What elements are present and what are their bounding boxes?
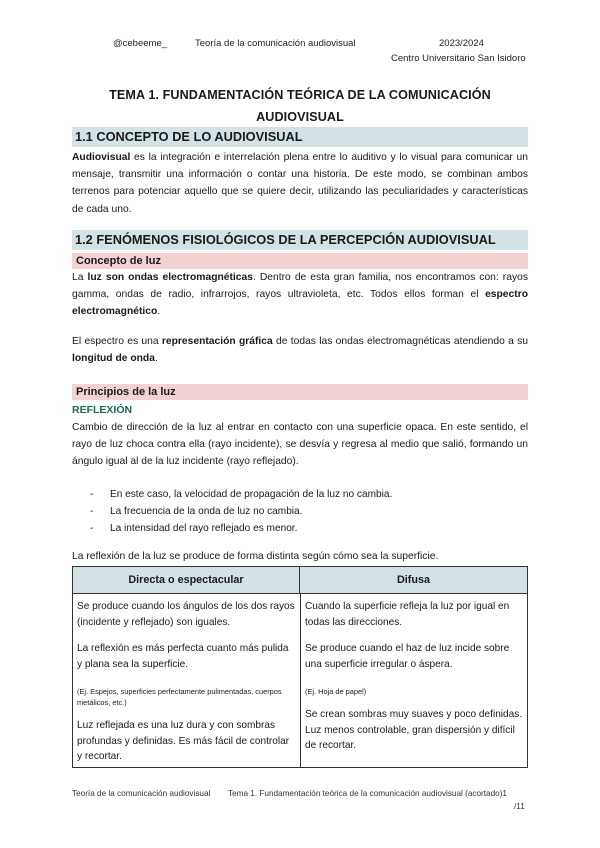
reflexion-paragraph: Cambio de dirección de la luz al entrar en contacto con una superficie opaca. En este sentido, el rayo de luz choca contra ella (rayo incidente), se desvía y regresa al medio que salió, formando un ángulo igual al de la luz incidente (rayo reflejado). <box>72 422 528 468</box>
footer-subject: Teoría de la comunicación audiovisual <box>72 789 211 798</box>
table-cell: Cuando la superficie refleja la luz por igual en todas las direcciones. <box>305 601 510 628</box>
espectro-paragraph <box>72 333 528 367</box>
text-run: El espectro es una <box>72 336 162 347</box>
header-year: 2023/2024 <box>439 38 484 49</box>
table-cell: La reflexión es más perfecta cuanto más pulida y plana sea la superficie. <box>77 643 289 670</box>
text-run: . Dentro de esta gran familia, nos encontramos con: rayos gamma, ondas de radio, infrarrojos, rayos ultravioleta, etc. Todos ellos forman el <box>72 272 528 301</box>
bold-run: luz son ondas electromagnéticas <box>87 272 253 283</box>
footer-page: /11 <box>514 802 525 811</box>
bold-run: espectro electromagnético <box>72 289 528 318</box>
text-run: de todas las ondas electromagnéticas atendiendo a su <box>272 336 529 347</box>
audiovisual-definition <box>72 149 528 218</box>
table-cell: (Ej. Espejos, superficies perfectamente pulimentadas, cuerpos metálicos, etc.) <box>77 687 282 707</box>
header-center: Centro Universitario San Isidoro <box>391 53 526 64</box>
reflection-table <box>72 566 528 768</box>
section-heading-fenomenos: 1.2 FENÓMENOS FISIOLÓGICOS DE LA PERCEPCIÓN AUDIOVISUAL <box>72 230 528 250</box>
footer-topic: Tema 1. Fundamentación teórica de la comunicación audiovisual (acortado)1 <box>228 789 507 798</box>
text-run: . <box>154 353 158 365</box>
text-run: . <box>157 306 161 318</box>
table-cell: Luz reflejada es una luz dura y con sombras profundas y definidas. Es más fácil de controlar y recortar. <box>77 720 290 763</box>
title-line-2: AUDIOVISUAL <box>256 110 344 124</box>
subheading-principios-luz: Principios de la luz <box>72 384 528 400</box>
section-heading-concepto: 1.1 CONCEPTO DE LO AUDIOVISUAL <box>72 127 528 147</box>
bold-run: longitud de onda <box>72 353 155 365</box>
audiovisual-text: es la integración e interrelación plena entre lo auditivo y lo visual para comunicar un mensaje, transmitir una información o contar una historia. De este modo, se combinan ambos terrenos para potenciar aquello que se quiere decir, utilizando las peculiaridades y características de cada uno. <box>72 152 528 215</box>
list-item: - En este caso, la velocidad de propagación de la luz no cambia. <box>90 486 510 503</box>
audiovisual-term: Audiovisual <box>72 152 131 163</box>
table-intro: La reflexión de la luz se produce de forma distinta según cómo sea la superficie. <box>72 551 439 562</box>
table-cell: Se produce cuando el haz de luz incide sobre una superficie irregular o áspera. <box>305 643 510 670</box>
reflexion-heading: REFLEXIÓN <box>72 404 133 416</box>
table-header-difusa: Difusa <box>300 567 527 594</box>
header-author: @cebeeme_ <box>113 38 168 49</box>
header-subject: Teoría de la comunicación audiovisual <box>195 38 356 49</box>
table-cell: Se produce cuando los ángulos de los dos rayos (incidente y reflejado) son iguales. <box>77 601 295 628</box>
list-item: - La intensidad del rayo reflejado es menor. <box>90 520 510 537</box>
subheading-concepto-luz: Concepto de luz <box>72 253 528 269</box>
page-title <box>72 84 528 128</box>
table-cell: Se crean sombras muy suaves y poco definidas. Luz menos controlable, gran dispersión y difícil de recortar. <box>305 709 523 752</box>
reflexion-bullet-list <box>90 486 510 537</box>
text-run: La <box>72 272 88 283</box>
title-line-1: TEMA 1. FUNDAMENTACIÓN TEÓRICA DE LA COMUNICACIÓN <box>109 88 491 102</box>
bold-run: representación gráfica <box>161 336 273 347</box>
table-header-directa: Directa o espectacular <box>73 567 300 594</box>
table-cell: (Ej. Hoja de papel) <box>305 687 367 696</box>
list-item: - La frecuencia de la onda de luz no cambia. <box>90 503 510 520</box>
page-header <box>0 38 600 68</box>
table-column-divider <box>300 594 301 768</box>
luz-paragraph <box>72 269 528 321</box>
